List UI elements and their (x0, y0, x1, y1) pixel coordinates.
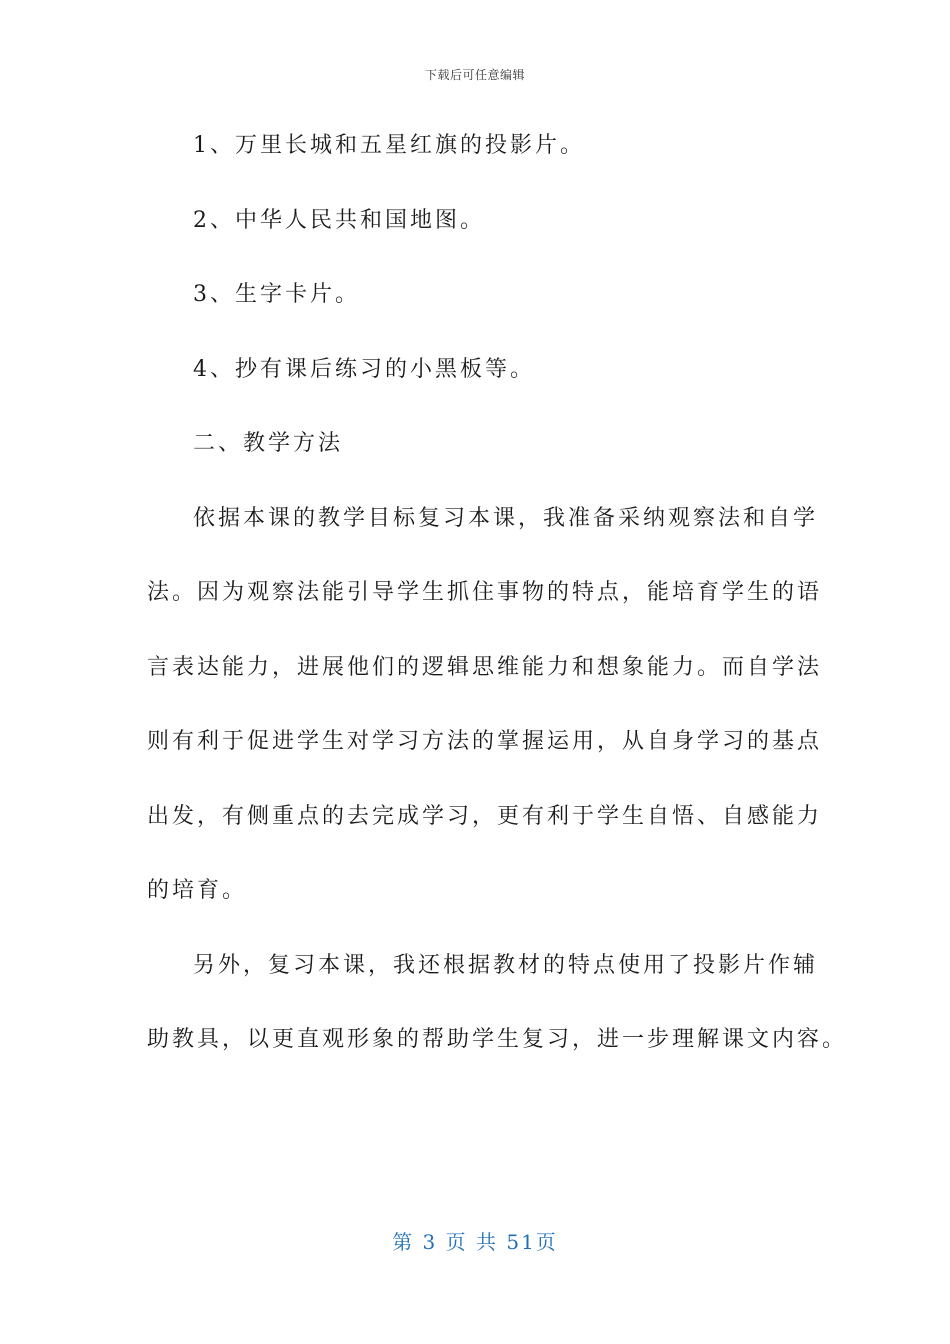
paragraph-line: 则有利于促进学生对学习方法的掌握运用，从自身学习的基点 (147, 729, 823, 754)
paragraph-line: 依据本课的教学目标复习本课，我准备采纳观察法和自学 (193, 505, 819, 531)
header-note: 下载后可任意编辑 (424, 68, 525, 82)
paragraph-line: 法。因为观察法能引导学生抓住事物的特点，能培育学生的语 (147, 580, 823, 605)
page-number: 第 3 页 共 51页 (392, 1230, 558, 1254)
paragraph-line: 出发，有侧重点的去完成学习，更有利于学生自悟、自感能力 (147, 803, 823, 829)
paragraph-line: 另外，复习本课，我还根据教材的特点使用了投影片作辅 (193, 952, 819, 978)
paragraph-line: 言表达能力，进展他们的逻辑思维能力和想象能力。而自学法 (147, 654, 823, 680)
section-heading-teaching-methods: 二、教学方法 (193, 431, 344, 456)
paragraph-line: 助教具，以更直观形象的帮助学生复习，进一步理解课文内容。 (147, 1027, 848, 1052)
list-item-materials-2: 2、中华人民共和国地图。 (193, 207, 485, 233)
list-item-materials-3: 3、生字卡片。 (193, 282, 360, 307)
list-item-materials-1: 1、万里长城和五星红旗的投影片。 (193, 133, 585, 158)
document-body (147, 126, 848, 1095)
list-item-materials-4: 4、抄有课后练习的小黑板等。 (193, 356, 535, 382)
paragraph-line: 的培育。 (147, 878, 248, 903)
